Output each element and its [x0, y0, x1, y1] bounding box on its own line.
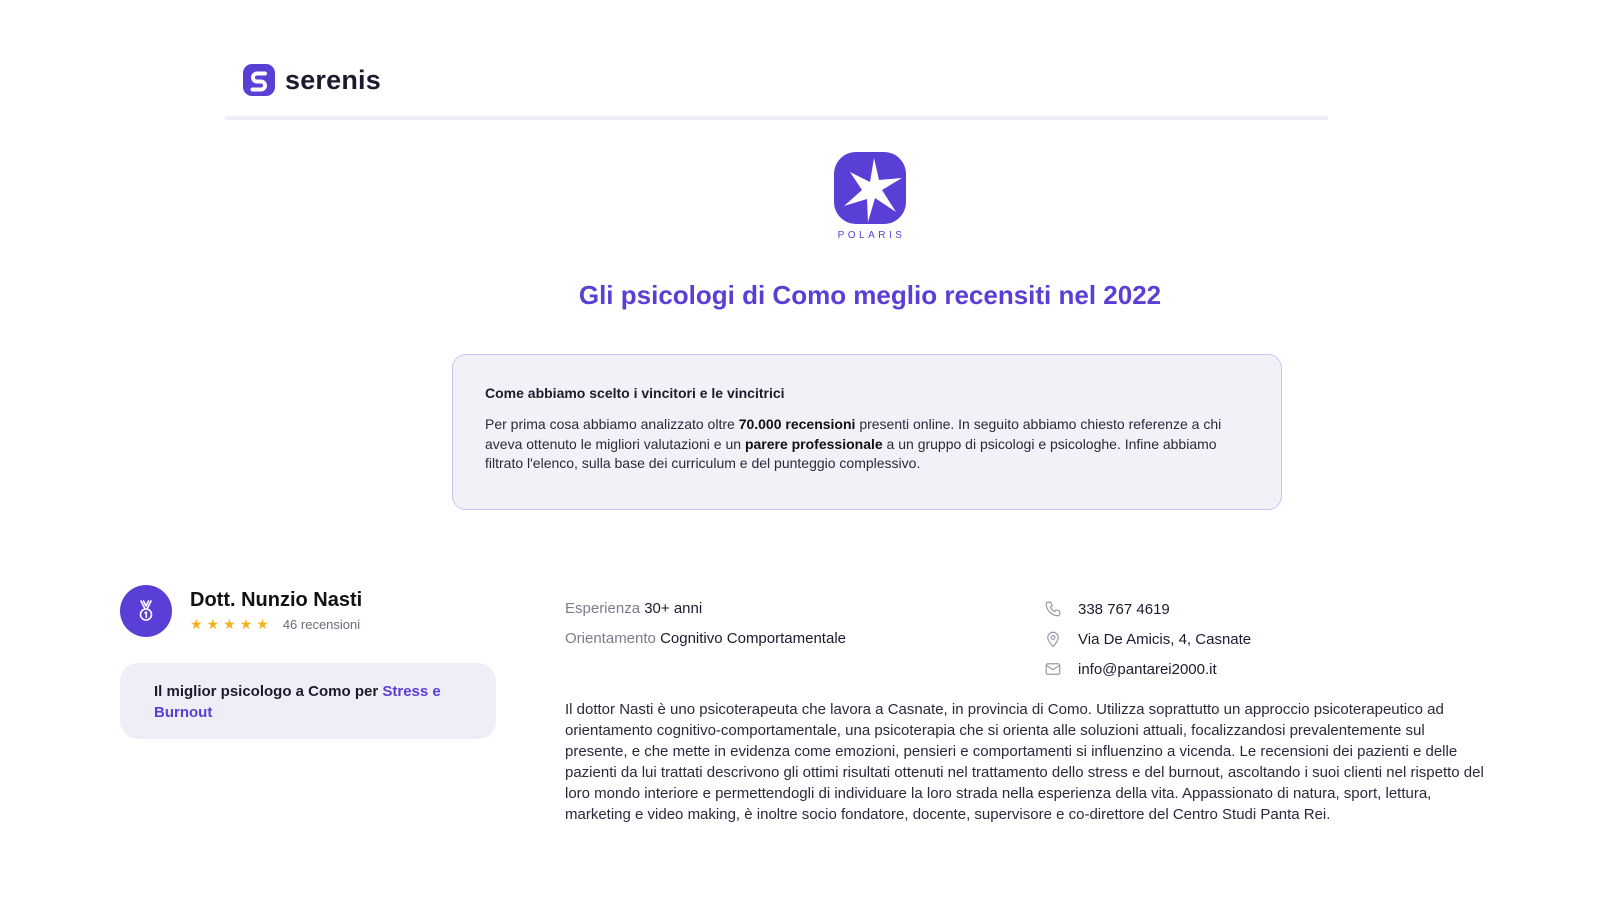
polaris-star-icon — [832, 150, 908, 226]
award-category: Stress e Burnout — [154, 683, 441, 721]
orientation-value: Cognitivo Comportamentale — [660, 630, 846, 647]
professional-opinion-highlight: parere professionale — [744, 435, 883, 452]
page-title: Gli psicologi di Como meglio recensiti nel 2022 — [578, 280, 1162, 310]
doctor-rating — [190, 616, 360, 633]
orientation-label: Orientamento — [565, 630, 656, 647]
phone-number[interactable]: 338 767 4619 — [1078, 600, 1170, 618]
award-card — [120, 663, 496, 739]
star-icon: ★ — [190, 616, 203, 632]
address-text[interactable]: Via De Amicis, 4, Casnate — [1078, 630, 1252, 648]
medal-badge — [120, 585, 172, 637]
site-header — [225, 58, 1328, 120]
selection-method-title: Come abbiamo scelto i vincitori e le vincitrici — [485, 385, 785, 401]
reviews-count[interactable]: 46 recensioni — [282, 617, 361, 632]
selection-method-box — [452, 354, 1282, 510]
star-icon: ★ — [223, 616, 236, 632]
reviews-count-highlight: 70.000 recensioni — [738, 416, 856, 432]
brand-name: serenis — [285, 64, 381, 95]
polaris-badge — [820, 150, 920, 241]
mail-icon — [1044, 660, 1062, 678]
experience-label: Esperienza — [565, 600, 641, 617]
doctor-name[interactable]: Dott. Nunzio Nasti — [190, 589, 363, 611]
brand-logo[interactable] — [243, 64, 381, 96]
phone-row[interactable] — [1044, 600, 1170, 618]
polaris-label: POLARIS — [837, 230, 906, 241]
email-address[interactable]: info@pantarei2000.it — [1078, 660, 1217, 678]
phone-icon — [1044, 600, 1062, 618]
address-row[interactable] — [1044, 630, 1251, 648]
experience-value: 30+ anni — [644, 600, 703, 617]
award-prefix: Il miglior psicologo a Como per — [154, 683, 383, 700]
star-icon: ★ — [239, 616, 253, 632]
serenis-logo-icon — [243, 64, 275, 96]
star-icon: ★ — [256, 616, 269, 632]
location-pin-icon — [1044, 630, 1062, 648]
medal-icon — [134, 599, 158, 623]
star-icon: ★ — [206, 616, 220, 632]
experience-row — [565, 600, 702, 617]
selection-method-text: Per prima cosa abbiamo analizzato oltre 70.000 recensioni presenti online. In seguito abbiamo chiesto referenze a chi aveva ottenuto le migliori valutazioni e un parere professionale a un gruppo di psicologi e psicologhe. Infine abbiamo filtrato l'elenco, sulla base dei curriculum e del punteggio complessivo. — [485, 416, 1222, 471]
email-row[interactable] — [1044, 660, 1217, 678]
orientation-row — [565, 630, 846, 647]
doctor-bio: Il dottor Nasti è uno psicoterapeuta che lavora a Casnate, in provincia di Como. Utilizza soprattutto un approccio psicoterapeutico ad orientamento cognitivo-comportamentale, una psicoterapia che si orienta alle soluzioni attuali, focalizzandosi prevalentemente sul presente, e che mette in evidenza come emozioni, pensieri e comportamenti si influenzino a vicenda. Le recensioni dei pazienti e delle pazienti da lui trattati descrivono gli ottimi risultati ottenuti nel trattamento dello stress e del burnout, ascoltando i suoi clienti nel rispetto del loro mondo interiore e permettendogli di individuare la loro strada nella esperienza della vita. Appassionato di natura, sport, lettura, marketing e video making, è inoltre socio fondatore, docente, supervisore e co-direttore del Centro Studi Panta Rei. — [565, 701, 1484, 823]
